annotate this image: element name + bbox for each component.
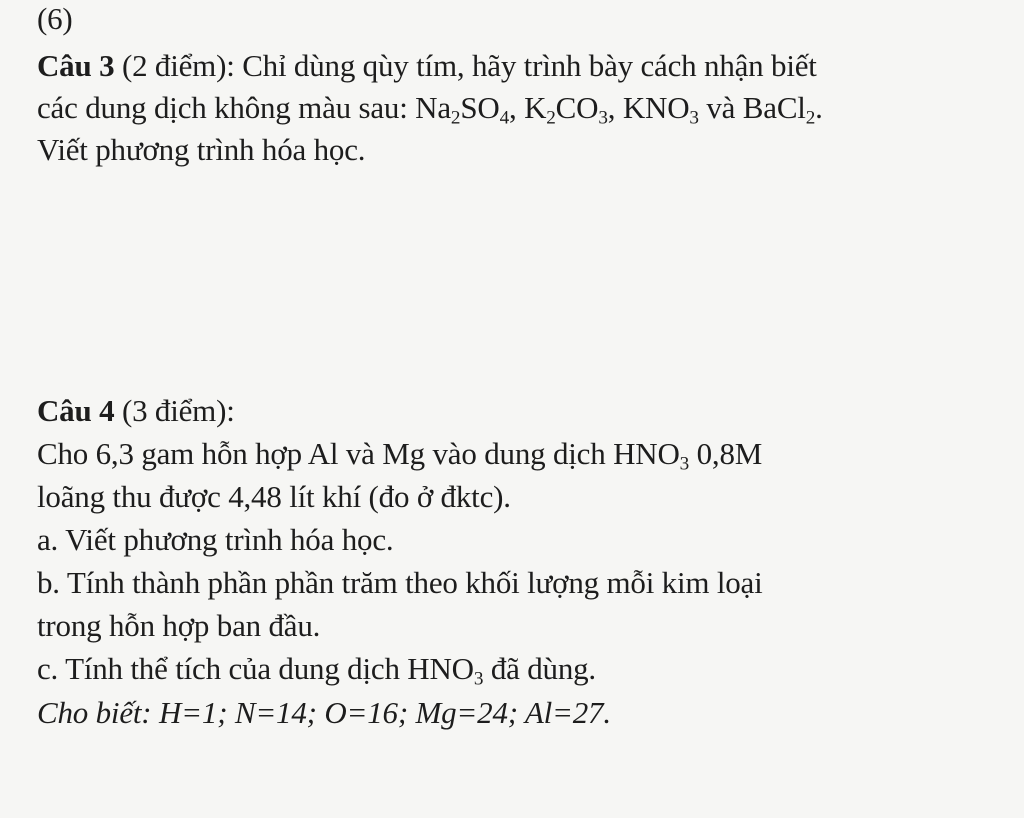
part-a-text: a. Viết phương trình hóa học.: [37, 522, 394, 557]
part-c-suffix: đã dùng.: [483, 651, 596, 686]
formula-bacl2: BaCl$_2$: [742, 90, 816, 129]
question-4-part-c: [37, 650, 596, 688]
question-3-line-1: [37, 47, 817, 85]
part-b-text-1: b. Tính thành phần phần trăm theo khối lượng mỗi kim loại: [37, 565, 763, 600]
question-4-heading: Câu 4: [37, 393, 115, 428]
formula-kno3: $KNO_3$: [622, 90, 699, 129]
question-3-heading: Câu 3: [37, 48, 115, 83]
formula-hno3: $HNO_3$: [613, 436, 690, 475]
part-c-prefix: c. Tính thể tích của dung dịch: [37, 651, 408, 686]
question-4-line-2-text: loãng thu được 4,48 lít khí (đo ở đktc).: [37, 479, 511, 514]
question-4-concentration: 0,8M: [689, 436, 763, 471]
part-b-text-2: trong hỗn hợp ban đầu.: [37, 608, 321, 643]
formula-hno3: $HNO_3$: [407, 651, 484, 690]
page-number: [37, 0, 73, 38]
question-3-instruction: Viết phương trình hóa học.: [37, 132, 366, 167]
question-3-points: (2 điểm): [114, 48, 227, 83]
question-4-line-2: [37, 478, 511, 516]
question-4-line-1: [37, 435, 762, 473]
question-4-part-a: [37, 521, 393, 559]
question-4-line-1-prefix: Cho 6,3 gam hỗn hợp Al và Mg vào dung dịch: [37, 436, 614, 471]
question-4-part-b-line-1: [37, 564, 763, 602]
question-3-line-2: [37, 89, 823, 127]
question-4-points: (3 điểm):: [114, 393, 235, 428]
separator: ,: [508, 90, 525, 125]
separator: ,: [607, 90, 623, 125]
formula-na2so4: $Na_2SO_4$: [415, 90, 509, 129]
page-number-text: (6): [37, 1, 73, 36]
question-3-intro: : Chỉ dùng qùy tím, hãy trình bày cách nhận biết: [226, 48, 817, 83]
question-4-heading-line: [37, 392, 235, 430]
conjunction: và: [698, 90, 743, 125]
question-3-line-3: [37, 131, 365, 169]
atomic-masses: Cho biết: H=1; N=14; O=16; Mg=24; Al=27.: [37, 695, 611, 730]
question-3-line-2-prefix: các dung dịch không màu sau:: [37, 90, 416, 125]
formula-k2co3: $K_2CO_3$: [524, 90, 608, 129]
question-4-part-b-line-2: [37, 607, 320, 645]
period: .: [815, 90, 823, 125]
question-4-given-data: [37, 694, 611, 732]
